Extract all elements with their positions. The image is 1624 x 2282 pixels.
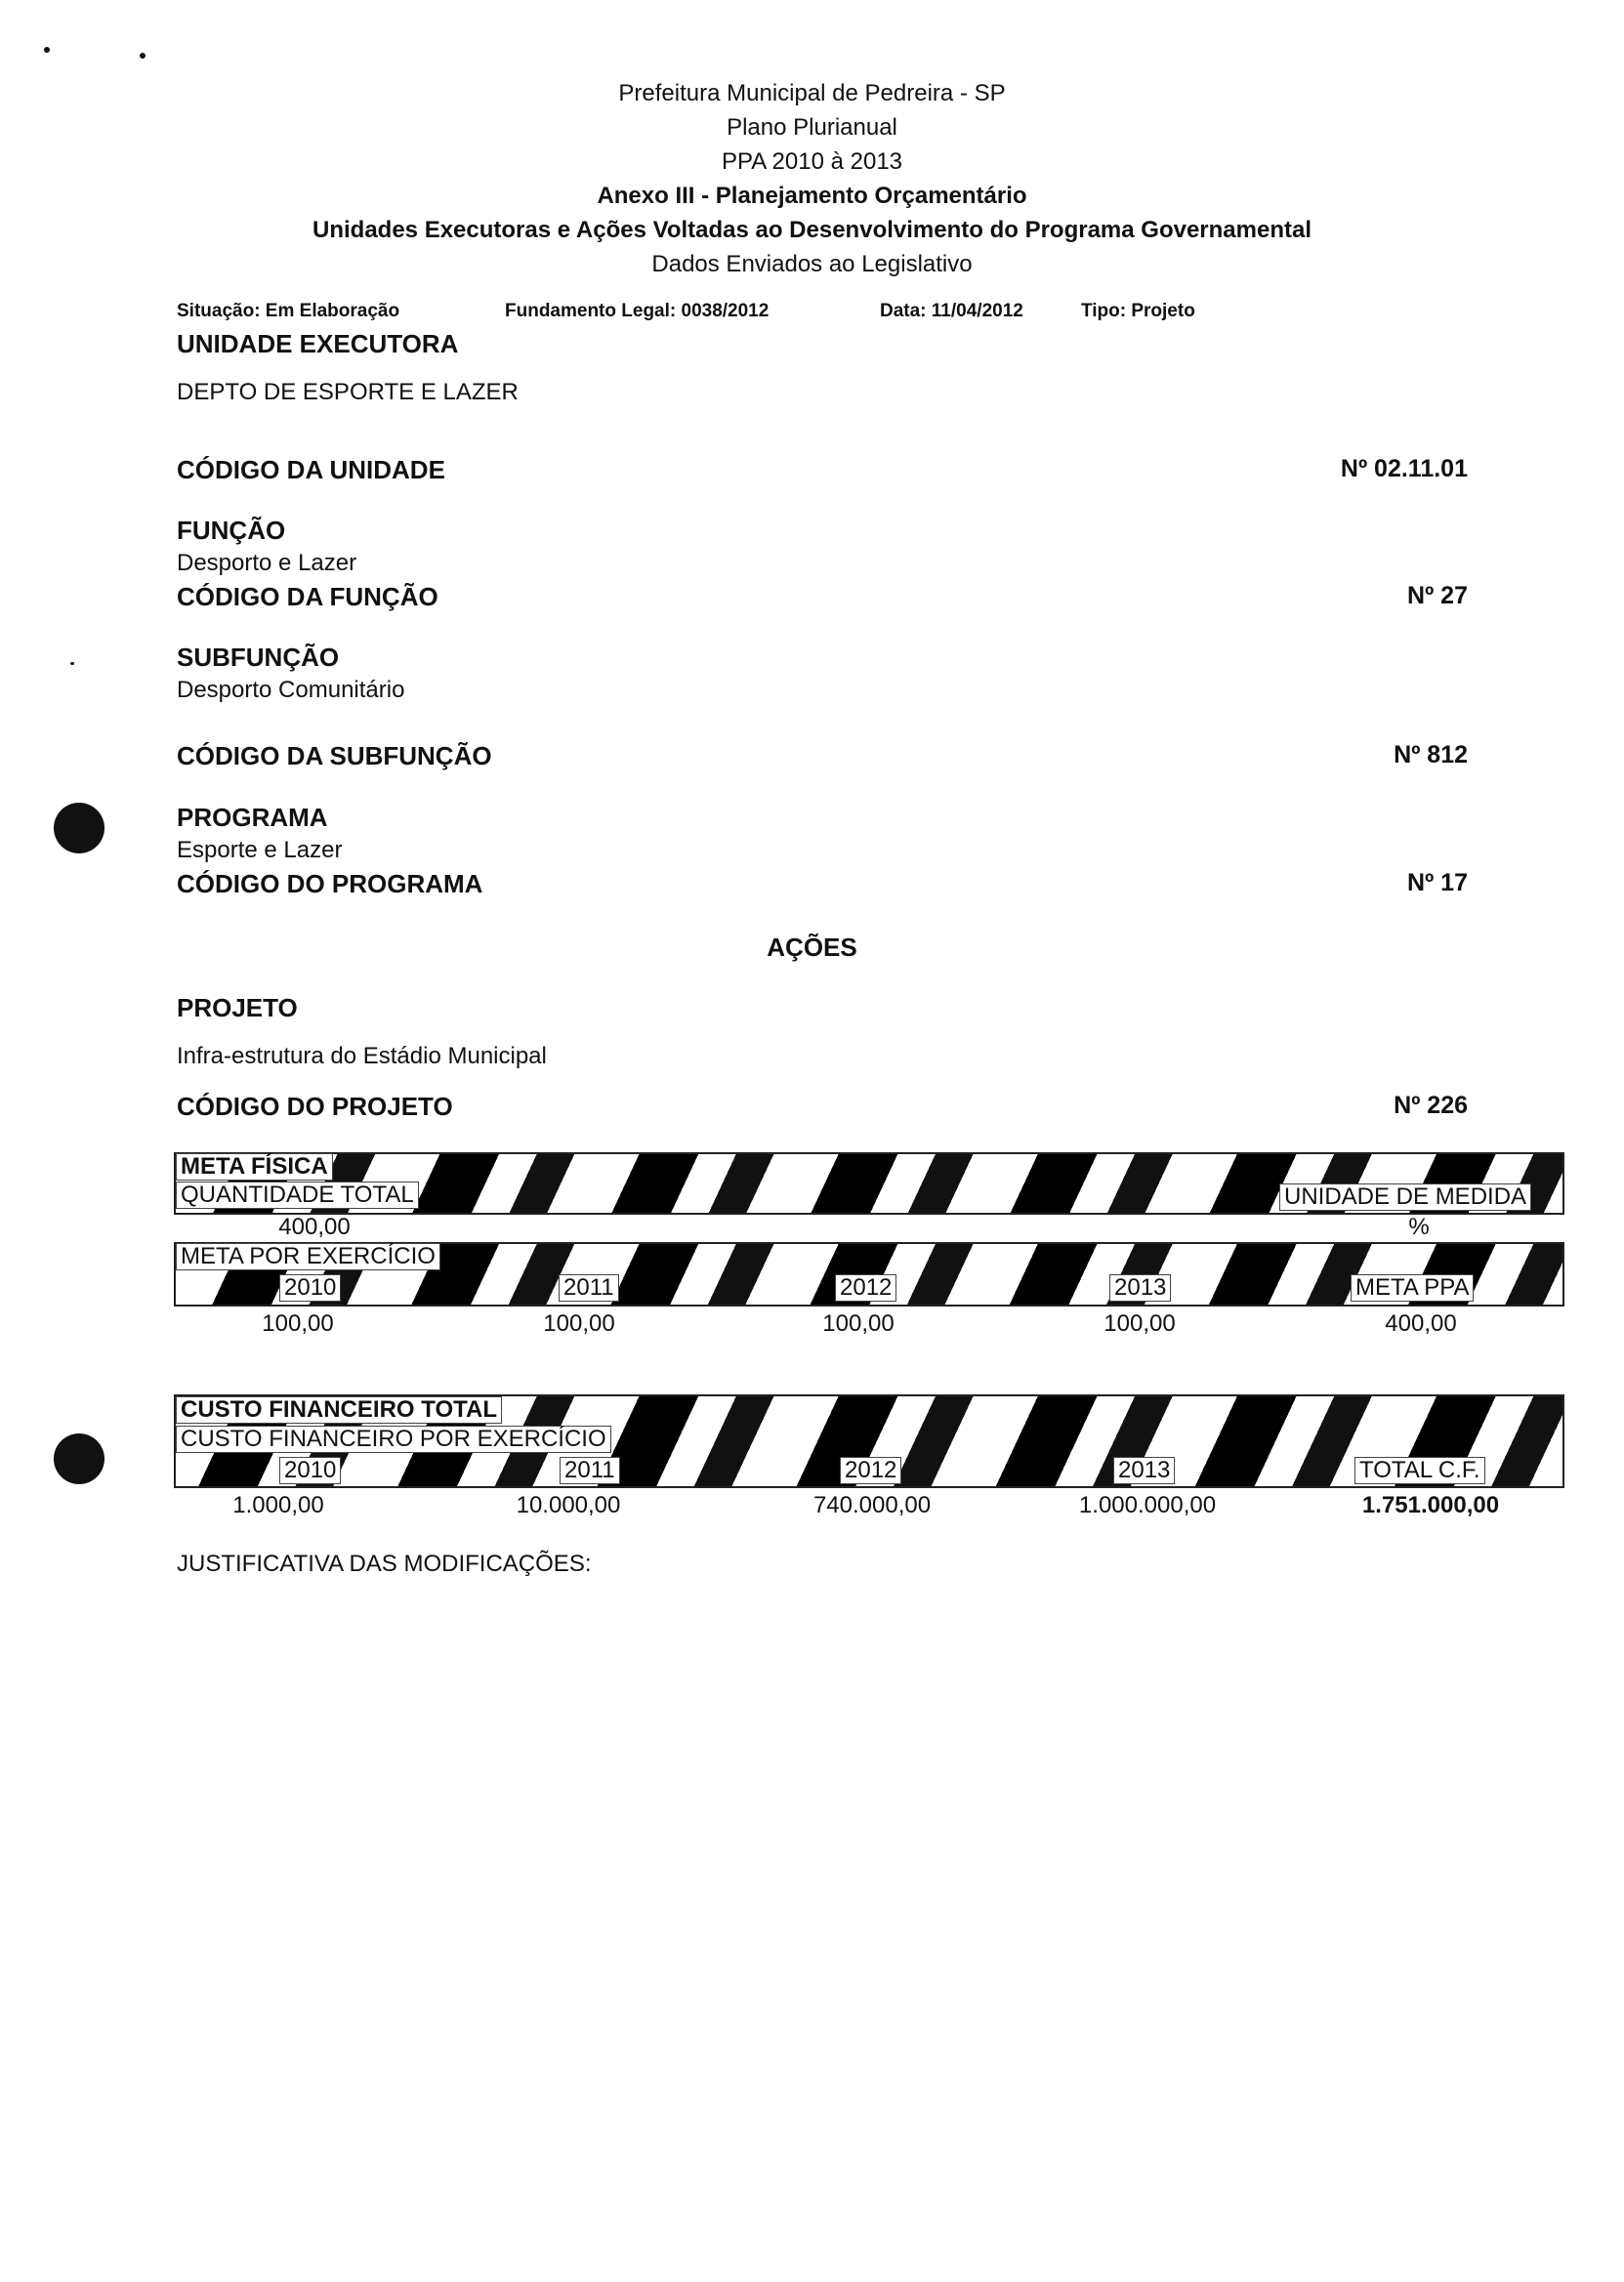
document-header [0,76,1624,281]
meta-year-2011: 2011 [559,1274,619,1302]
projeto-codigo: Nº 226 [1394,1092,1468,1119]
unidade-codigo: Nº 02.11.01 [1340,455,1468,482]
custo-value-2012: 740.000,00 [812,1492,932,1518]
header-municipality: Prefeitura Municipal de Pedreira - SP [618,80,1006,106]
custo-total-label: TOTAL C.F. [1354,1457,1485,1484]
unidade-label: UNIDADE EXECUTORA [177,329,459,358]
subfuncao-codigo: Nº 812 [1394,741,1468,768]
funcao-codigo: Nº 27 [1407,582,1468,609]
custo-exercicio-label: CUSTO FINANCEIRO POR EXERCÍCIO [176,1426,611,1453]
speck-2 [140,53,146,59]
programa-codigo-label: CÓDIGO DO PROGRAMA [177,869,483,898]
custo-year-2010: 2010 [279,1457,341,1484]
status-data: Data: 11/04/2012 [880,301,1023,321]
meta-value-2011: 100,00 [543,1310,615,1337]
custo-value-2010: 1.000,00 [232,1492,324,1518]
unidade-codigo-label: CÓDIGO DA UNIDADE [177,455,445,484]
funcao-value: Desporto e Lazer [177,550,357,576]
punch-hole-2 [54,1433,104,1484]
projeto-label: PROJETO [177,993,298,1022]
custo-value-2013: 1.000.000,00 [1078,1492,1217,1518]
programa-codigo: Nº 17 [1407,869,1468,896]
meta-value-2013: 100,00 [1103,1310,1176,1337]
subfuncao-label: SUBFUNÇÃO [177,643,340,672]
funcao-codigo-label: CÓDIGO DA FUNÇÃO [177,582,438,611]
meta-year-2013: 2013 [1109,1274,1171,1302]
projeto-value: Infra-estrutura do Estádio Municipal [177,1043,547,1069]
acoes-title: AÇÕES [767,933,857,962]
custo-value-2011: 10.000,00 [516,1492,621,1518]
custo-year-2012: 2012 [840,1457,901,1484]
meta-fisica-unidade-label: UNIDADE DE MEDIDA [1279,1183,1531,1211]
header-subtitle: Unidades Executoras e Ações Voltadas ao Desenvolvimento do Programa Governamental [312,217,1312,243]
header-note: Dados Enviados ao Legislativo [651,251,973,277]
meta-year-2010: 2010 [279,1274,341,1302]
status-fundamento: Fundamento Legal: 0038/2012 [505,301,770,321]
subfuncao-codigo-label: CÓDIGO DA SUBFUNÇÃO [177,741,492,770]
justificativa-label: JUSTIFICATIVA DAS MODIFICAÇÕES: [177,1551,592,1577]
custo-year-2011: 2011 [560,1457,620,1484]
custo-year-2013: 2013 [1113,1457,1175,1484]
projeto-codigo-label: CÓDIGO DO PROJETO [177,1092,453,1121]
meta-year-2012: 2012 [835,1274,896,1302]
punch-hole-1 [54,803,104,853]
subfuncao-value: Desporto Comunitário [177,677,405,703]
programa-value: Esporte e Lazer [177,837,343,863]
meta-ppa-label: META PPA [1351,1274,1474,1302]
speck-3 [70,662,74,665]
meta-ppa-value: 400,00 [1385,1310,1457,1337]
programa-label: PROGRAMA [177,803,328,832]
speck-1 [44,47,50,53]
meta-fisica-quantidade: 400,00 [278,1214,351,1240]
header-annex: Anexo III - Planejamento Orçamentário [597,183,1027,209]
meta-value-2012: 100,00 [822,1310,895,1337]
custo-title: CUSTO FINANCEIRO TOTAL [176,1396,502,1424]
status-situacao: Situação: Em Elaboração [177,301,400,321]
header-plan: Plano Plurianual [727,114,897,141]
header-period: PPA 2010 à 2013 [721,148,903,175]
meta-fisica-title: META FÍSICA [176,1153,333,1181]
meta-fisica-quantidade-label: QUANTIDADE TOTAL [176,1182,419,1209]
unidade-value: DEPTO DE ESPORTE E LAZER [177,379,519,405]
meta-fisica-unidade: % [1408,1214,1430,1240]
meta-exercicio-label: META POR EXERCÍCIO [176,1243,440,1270]
meta-value-2010: 100,00 [262,1310,334,1337]
funcao-label: FUNÇÃO [177,516,286,545]
status-tipo: Tipo: Projeto [1081,301,1195,321]
custo-total-value: 1.751.000,00 [1361,1492,1500,1518]
